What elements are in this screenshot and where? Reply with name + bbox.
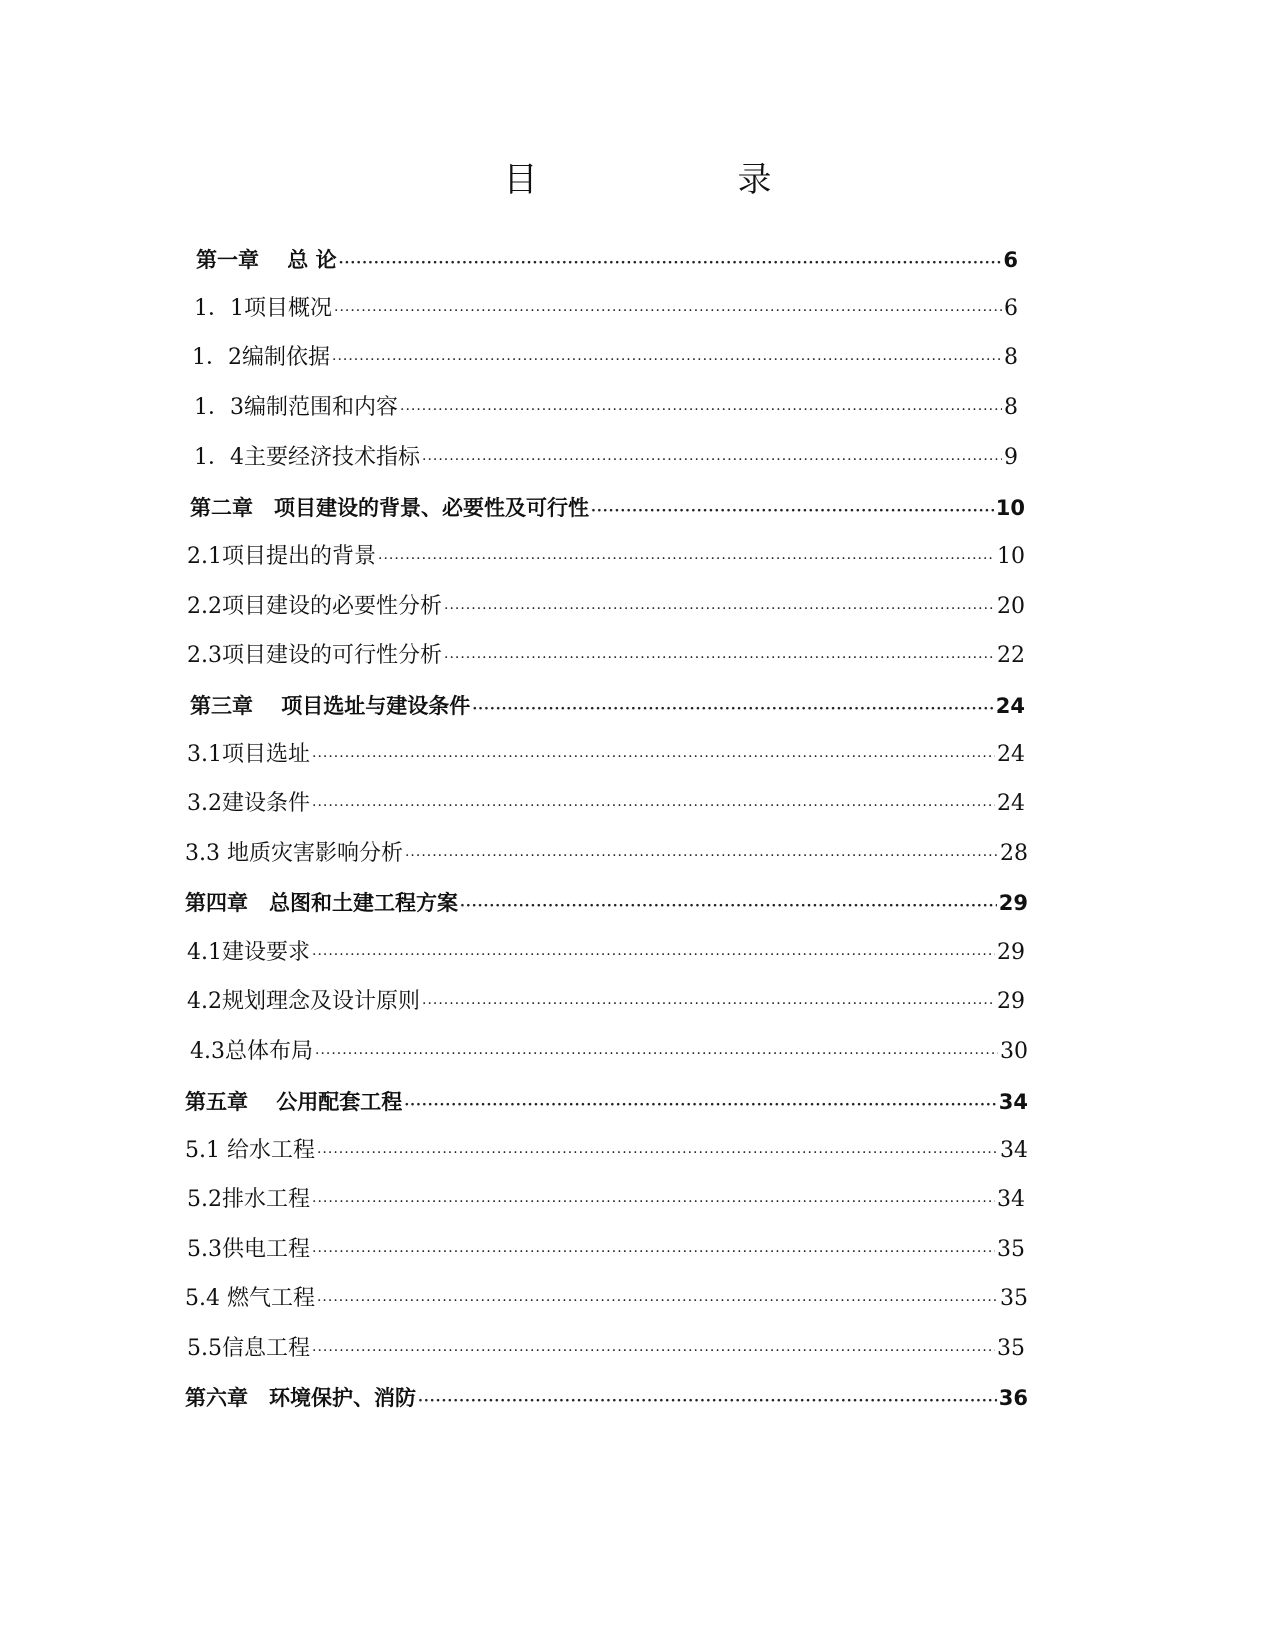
dot-leader — [444, 592, 995, 626]
toc-entry-page: 35 — [997, 1237, 1025, 1262]
toc-entry-page: 24 — [995, 694, 1025, 718]
dot-leader — [591, 494, 994, 528]
toc-entry-label: 3.2建设条件 — [187, 791, 310, 816]
toc-entry-section-5-5[interactable] — [187, 1332, 1025, 1366]
toc-entry-section-1-3[interactable] — [194, 391, 1018, 425]
toc-entry-page: 34 — [998, 1090, 1028, 1114]
toc-entry-page: 10 — [995, 496, 1025, 520]
toc-entry-page: 29 — [998, 891, 1028, 915]
toc-entry-label: 2.2项目建设的必要性分析 — [187, 594, 442, 619]
dot-leader — [444, 641, 995, 675]
dot-leader — [312, 789, 995, 823]
toc-entry-label: 第四章 总图和土建工程方案 — [185, 891, 458, 915]
toc-entry-section-2-3[interactable] — [187, 639, 1025, 673]
toc-entry-chapter-1[interactable] — [196, 243, 1018, 277]
toc-entry-label: 1．1项目概况 — [194, 296, 332, 321]
toc-entry-section-5-2[interactable] — [187, 1183, 1025, 1217]
dot-leader — [315, 1037, 998, 1071]
toc-entry-section-1-2[interactable] — [192, 341, 1018, 375]
toc-entry-section-5-3[interactable] — [187, 1233, 1025, 1267]
toc-entry-label: 2.1项目提出的背景 — [187, 544, 376, 569]
toc-entry-page: 10 — [997, 544, 1025, 569]
toc-entry-page: 6 — [1004, 296, 1018, 321]
dot-leader — [312, 938, 995, 972]
toc-entry-page: 24 — [997, 791, 1025, 816]
toc-entry-label: 5.5信息工程 — [187, 1336, 310, 1361]
dot-leader — [418, 1384, 997, 1418]
toc-entry-page: 29 — [997, 940, 1025, 965]
toc-entry-chapter-2[interactable] — [190, 491, 1025, 525]
toc-entry-label: 4.1建设要求 — [187, 940, 310, 965]
toc-entry-chapter-3[interactable] — [190, 689, 1025, 723]
toc-entry-page: 20 — [997, 594, 1025, 619]
toc-entry-section-2-2[interactable] — [187, 590, 1025, 624]
dot-leader — [378, 542, 995, 576]
toc-entry-page: 6 — [1003, 248, 1018, 272]
toc-entry-page: 30 — [1000, 1039, 1028, 1064]
toc-entry-page: 24 — [997, 742, 1025, 767]
toc-entry-page: 29 — [997, 989, 1025, 1014]
toc-entry-page: 9 — [1004, 445, 1018, 470]
dot-leader — [400, 393, 1002, 427]
toc-entry-label: 第五章 公用配套工程 — [185, 1090, 403, 1114]
toc-entry-label: 5.3供电工程 — [187, 1237, 310, 1262]
toc-entry-label: 第三章 项目选址与建设条件 — [190, 694, 471, 718]
toc-entry-label: 5.4 燃气工程 — [185, 1286, 315, 1311]
toc-entry-section-3-2[interactable] — [187, 787, 1025, 821]
toc-entry-label: 3.1项目选址 — [187, 742, 310, 767]
toc-entry-section-4-1[interactable] — [187, 936, 1025, 970]
toc-entry-section-5-1[interactable] — [185, 1134, 1028, 1168]
dot-leader — [312, 740, 995, 774]
toc-entry-page: 34 — [1000, 1138, 1028, 1163]
dot-leader — [405, 839, 998, 873]
toc-entry-page: 35 — [1000, 1286, 1028, 1311]
toc-entry-page: 8 — [1004, 395, 1018, 420]
toc-entry-chapter-6[interactable] — [185, 1381, 1028, 1415]
dot-leader — [332, 343, 1002, 377]
toc-entry-chapter-5[interactable] — [185, 1085, 1028, 1119]
toc-entry-label: 5.1 给水工程 — [185, 1138, 315, 1163]
toc-entry-label: 5.2排水工程 — [187, 1187, 310, 1212]
dot-leader — [334, 294, 1002, 328]
toc-entry-section-4-3[interactable] — [190, 1035, 1028, 1069]
dot-leader — [422, 443, 1002, 477]
page-title: 目 录 — [503, 160, 816, 200]
dot-leader — [317, 1136, 998, 1170]
dot-leader — [472, 692, 993, 726]
toc-entry-label: 2.3项目建设的可行性分析 — [187, 643, 442, 668]
toc-entry-page: 36 — [998, 1386, 1028, 1410]
toc-entry-label: 第二章 项目建设的背景、必要性及可行性 — [190, 496, 589, 520]
toc-entry-label: 1．3编制范围和内容 — [194, 395, 398, 420]
dot-leader — [404, 1088, 996, 1122]
toc-entry-label: 1．2编制依据 — [192, 345, 330, 370]
toc-entry-chapter-4[interactable] — [185, 886, 1028, 920]
toc-entry-page: 35 — [997, 1336, 1025, 1361]
toc-entry-page: 22 — [997, 643, 1025, 668]
dot-leader — [317, 1284, 998, 1318]
toc-entry-page: 28 — [1000, 841, 1028, 866]
toc-entry-label: 4.3总体布局 — [190, 1039, 313, 1064]
toc-entry-section-4-2[interactable] — [187, 985, 1025, 1019]
toc-entry-page: 8 — [1004, 345, 1018, 370]
dot-leader — [460, 889, 997, 923]
toc-entry-section-2-1[interactable] — [187, 540, 1025, 574]
dot-leader — [312, 1235, 995, 1269]
toc-entry-section-5-4[interactable] — [185, 1282, 1028, 1316]
dot-leader — [339, 246, 1002, 280]
toc-entry-section-3-1[interactable] — [187, 738, 1025, 772]
toc-entry-section-1-1[interactable] — [194, 292, 1018, 326]
toc-entry-label: 4.2规划理念及设计原则 — [187, 989, 420, 1014]
toc-entry-page: 34 — [997, 1187, 1025, 1212]
toc-entry-section-3-3[interactable] — [185, 837, 1028, 871]
toc-entry-label: 第一章 总 论 — [196, 248, 337, 272]
dot-leader — [312, 1185, 995, 1219]
toc-entry-label: 第六章 环境保护、消防 — [185, 1386, 416, 1410]
toc-entry-label: 1．4主要经济技术指标 — [194, 445, 420, 470]
dot-leader — [422, 987, 995, 1021]
dot-leader — [312, 1334, 995, 1368]
toc-entry-section-1-4[interactable] — [194, 441, 1018, 475]
toc-entry-label: 3.3 地质灾害影响分析 — [185, 841, 403, 866]
